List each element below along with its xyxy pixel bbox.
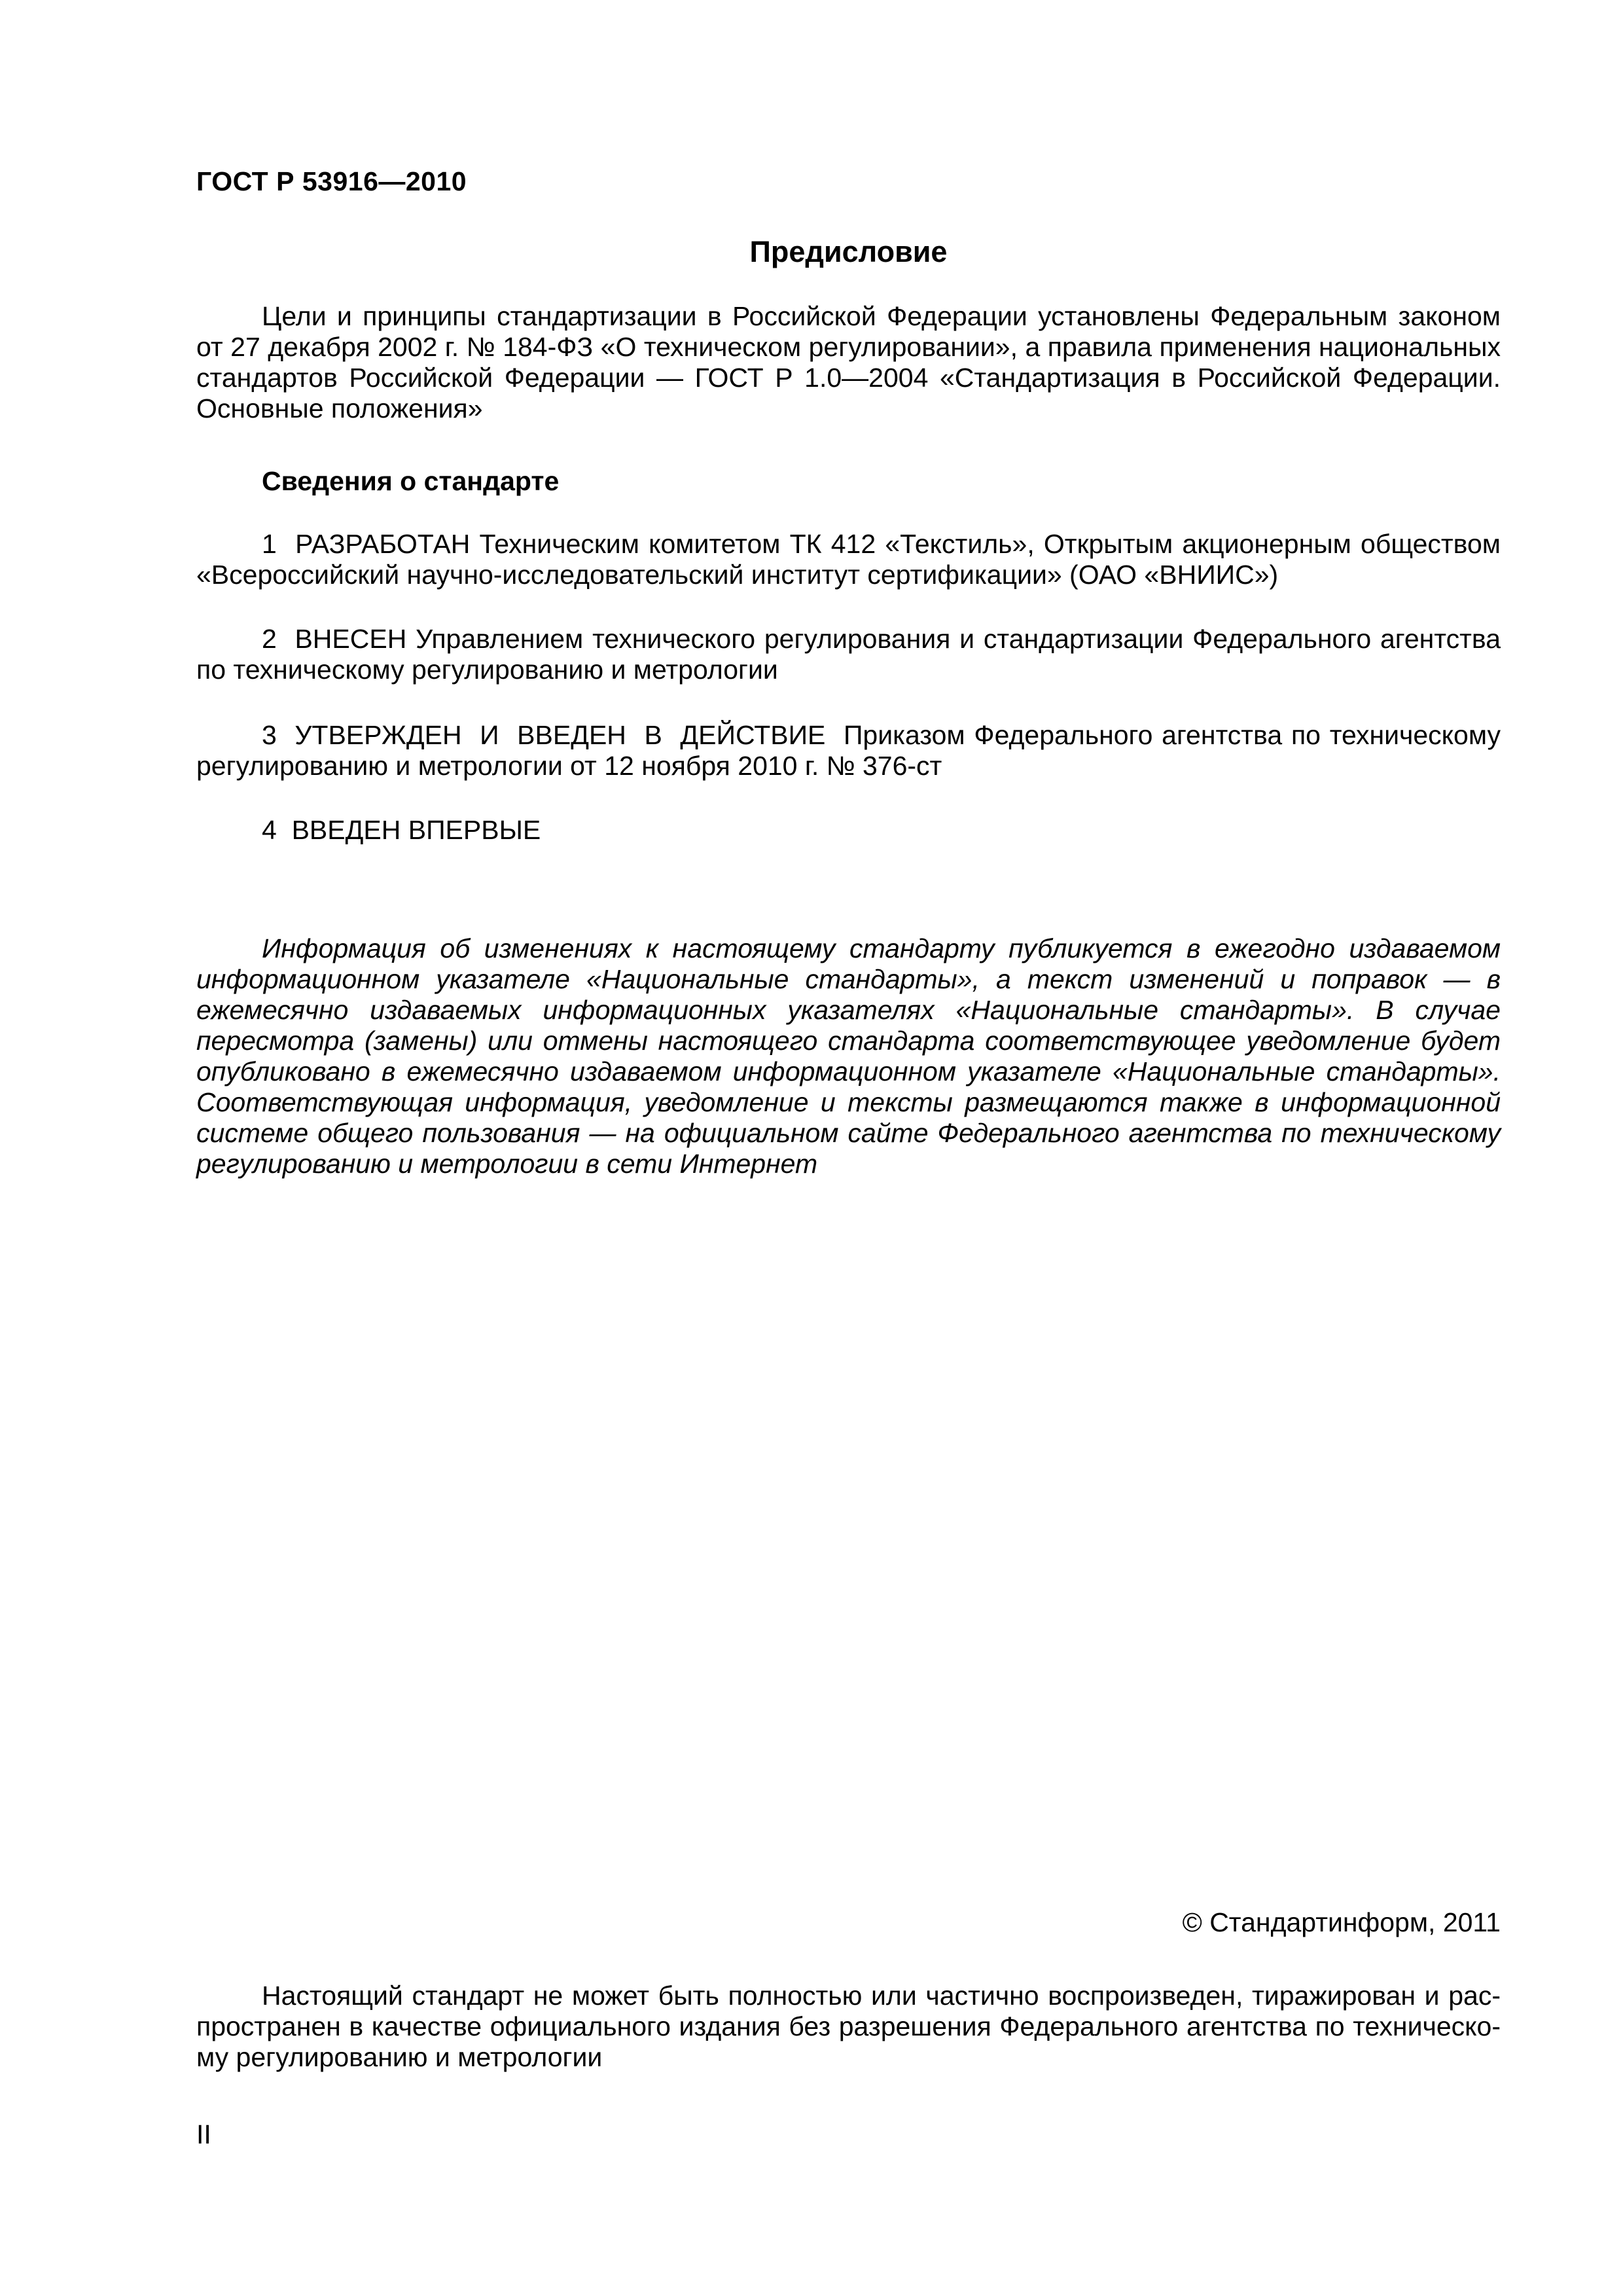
standard-item-first-introduced: 4 ВВЕДЕН ВПЕРВЫЕ bbox=[262, 815, 541, 845]
standard-item-submitted: 2 ВНЕСЕН Управлением технического регулирования и стандартизации Федерального агентства по техническому регулированию и метрологии bbox=[196, 624, 1508, 685]
doc-number: ГОСТ Р 53916—2010 bbox=[196, 166, 467, 196]
page-number: II bbox=[196, 2119, 211, 2149]
amendments-info-note: Информация об изменениях к настоящему стандарту публикуется в ежегодно издаваемом информационном указателе «Национальные стандарты», а текст изменений и поправок — в ежемесячно издаваемых информационных указателях «Национальные стандарты». В случае пересмотра (замены) или отмены настоящего стандарта соответствующее уведомление будет опубликовано в ежемесячно издаваемом информационном указателе «Национальные стандарты». Соответствующая информация, уведомление и тексты размещаются также в информационной системе общего пользования — на официальном сайте Федерального агентства по техническому регулированию и метрологии в сети Интернет bbox=[196, 933, 1508, 1179]
standard-item-approved: 3 УТВЕРЖДЕН И ВВЕДЕН В ДЕЙСТВИЕ Приказом Федерального агентства по техническому регулированию и метрологии от 12 ноября 2010 г. № 376-ст bbox=[196, 720, 1508, 781]
standard-item-developed: 1 РАЗРАБОТАН Техническим комитетом ТК 412 «Текстиль», Открытым акционерным обществом «Всероссийский научно-исследовательский институт сертификации» (ОАО «ВНИИС») bbox=[196, 529, 1508, 590]
page-title: Предисловие bbox=[749, 235, 948, 268]
intro-paragraph: Цели и принципы стандартизации в Российской Федерации установлены Федеральным законом от 27 декабря 2002 г. № 184-ФЗ «О техническом регулировании», а правила применения национальных стандартов Российской Федерации — ГОСТ Р 1.0—2004 «Стандартизация в Российской Федерации. Основные положения» bbox=[196, 301, 1508, 423]
section-heading: Сведения о стандарте bbox=[262, 466, 560, 496]
copyright-notice: © Стандартинформ, 2011 bbox=[1182, 1907, 1501, 1937]
restriction-paragraph: Настоящий стандарт не может быть полностью или частично воспроизведен, тиражирован и распространен в качестве официального издания без разрешения Федерального агентства по техническому регулированию и метрологии bbox=[196, 1981, 1501, 2072]
